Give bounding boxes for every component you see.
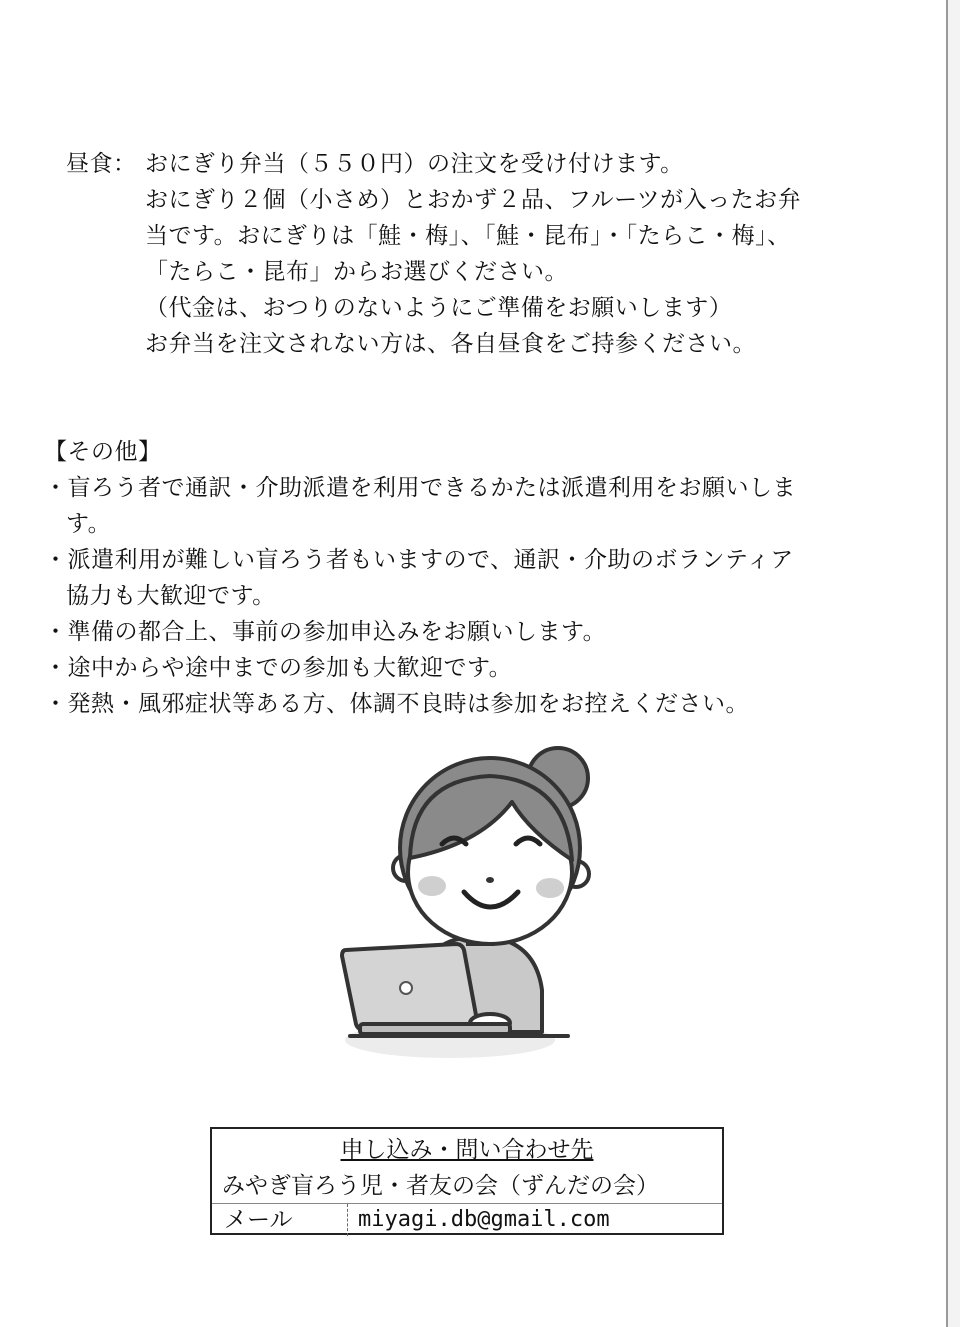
bullet-item: ・派遣利用が難しい盲ろう者もいますので、通訳・介助のボランティア <box>44 547 794 573</box>
contact-mail-row <box>212 1203 722 1236</box>
left-cheek <box>418 876 446 896</box>
contact-title: 申し込み・問い合わせ先 <box>340 1137 594 1163</box>
lunch-line: お弁当を注文されない方は、各自昼食をご持参ください。 <box>145 331 756 357</box>
page-edge-shade <box>948 0 960 1327</box>
bullet-item-continuation: 協力も大歓迎です。 <box>66 583 276 609</box>
lunch-line: 当です。おにぎりは「鮭・梅」、「鮭・昆布」・「たらこ・梅」、 <box>145 223 791 249</box>
mail-divider <box>347 1204 348 1236</box>
laptop-base <box>360 1024 510 1034</box>
bullet-item-continuation: す。 <box>66 511 112 537</box>
bullet-item: ・発熱・風邪症状等ある方、体調不良時は参加をお控えください。 <box>44 691 749 717</box>
woman-laptop-illustration <box>330 740 610 1070</box>
mail-address[interactable]: miyagi.db@gmail.com <box>358 1207 610 1232</box>
right-cheek <box>536 878 564 898</box>
section-title-other: 【その他】 <box>44 439 162 465</box>
nose <box>486 877 494 883</box>
bullet-item: ・途中からや途中までの参加も大歓迎です。 <box>44 655 513 681</box>
lunch-line: おにぎり２個（小さめ）とおかず２品、フルーツが入ったお弁 <box>145 187 802 213</box>
contact-box <box>210 1127 724 1235</box>
lunch-line: （代金は、おつりのないようにご準備をお願いします） <box>145 295 733 321</box>
lunch-label: 昼食： <box>66 151 137 177</box>
lunch-line: 「たらこ・昆布」からお選びください。 <box>145 259 568 285</box>
bullet-item: ・準備の都合上、事前の参加申込みをお願いします。 <box>44 619 607 645</box>
laptop-logo <box>400 982 412 994</box>
lunch-line: おにぎり弁当（５５０円）の注文を受け付けます。 <box>145 151 684 177</box>
mail-label: メール <box>224 1207 293 1233</box>
bullet-item: ・盲ろう者で通訳・介助派遣を利用できるかたは派遣利用をお願いしま <box>44 475 796 501</box>
page-edge <box>946 0 948 1327</box>
contact-organization: みやぎ盲ろう児・者友の会（ずんだの会） <box>222 1173 659 1199</box>
